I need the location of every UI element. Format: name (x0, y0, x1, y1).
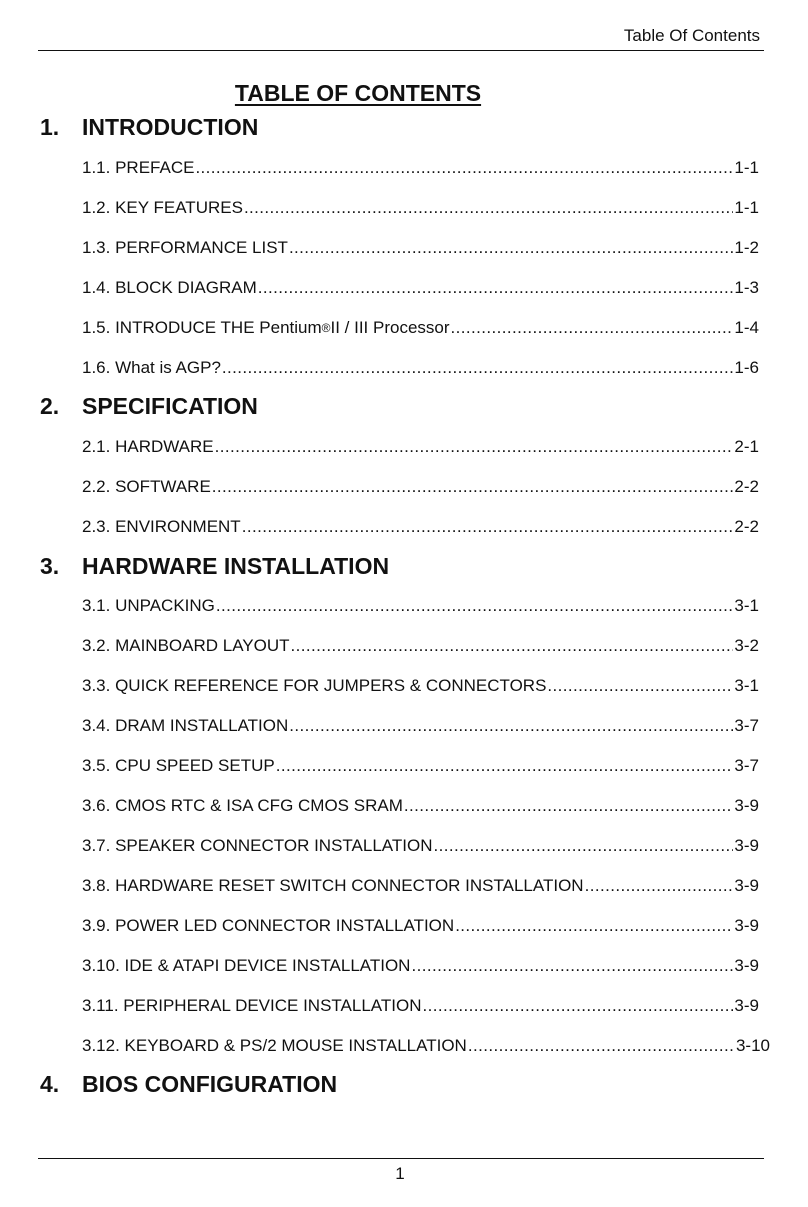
entry-page: 3-7 (734, 716, 759, 735)
toc-entry[interactable] (82, 836, 759, 858)
entry-page: 3-9 (734, 996, 759, 1015)
entry-label: 3.1. UNPACKING (82, 596, 215, 615)
section-heading: 2. SPECIFICATION (40, 393, 258, 419)
toc-entry[interactable] (82, 238, 759, 260)
dot-leader (451, 318, 734, 338)
dot-leader (291, 636, 734, 656)
entry-page: 1-3 (734, 278, 759, 297)
entry-page: 2-1 (734, 437, 759, 456)
entry-label: 1.4. BLOCK DIAGRAM (82, 278, 257, 297)
entry-label: 3.5. CPU SPEED SETUP (82, 756, 275, 775)
entry-label: 2.1. HARDWARE (82, 437, 214, 456)
entry-label: 3.7. SPEAKER CONNECTOR INSTALLATION (82, 836, 433, 855)
dot-leader (244, 198, 733, 218)
page-number: 1 (395, 1164, 405, 1183)
section-title: INTRODUCTION (82, 114, 259, 140)
entry-page: 3-10 (735, 1036, 770, 1055)
toc-entry[interactable] (82, 956, 759, 978)
toc-entry[interactable] (82, 358, 759, 380)
entry-page: 1-2 (734, 238, 759, 257)
entry-page: 3-2 (734, 636, 759, 655)
toc-entry[interactable] (82, 596, 759, 618)
entry-page: 3-9 (734, 836, 759, 855)
entry-label: 2.3. ENVIRONMENT (82, 517, 241, 536)
dot-leader (258, 278, 734, 298)
entry-label: 1.5. INTRODUCE THE Pentium (82, 318, 322, 337)
entry-label: 3.11. PERIPHERAL DEVICE INSTALLATION (82, 996, 422, 1015)
toc-entry[interactable] (82, 437, 759, 459)
dot-leader (404, 796, 734, 816)
dot-leader (242, 517, 734, 537)
toc-entry[interactable] (82, 796, 759, 818)
entry-label-suffix: ? (211, 358, 221, 377)
section-heading: 3. HARDWARE INSTALLATION (40, 553, 390, 579)
entry-label: 3.9. POWER LED CONNECTOR INSTALLATION (82, 916, 455, 935)
entry-label: 1.3. PERFORMANCE LIST (82, 238, 288, 257)
toc-entry[interactable] (82, 636, 759, 658)
dot-leader (585, 876, 734, 896)
dot-leader (289, 716, 733, 736)
entry-label: 1.6. What is AGP (82, 358, 212, 377)
header-rule (38, 50, 764, 51)
section-heading: 4. BIOS CONFIGURATION (40, 1071, 338, 1097)
entry-page: 3-9 (734, 796, 759, 815)
running-header-title: Table Of Contents (623, 26, 760, 45)
dot-leader (289, 238, 733, 258)
dot-leader (433, 836, 733, 856)
entry-page: 3-7 (734, 756, 759, 775)
toc-entry[interactable] (82, 477, 759, 499)
entry-label-suffix: II / III Processor (330, 318, 450, 337)
toc-entry[interactable] (82, 676, 759, 698)
dot-leader (547, 676, 733, 696)
entry-page: 3-1 (734, 676, 759, 695)
dot-leader (216, 596, 734, 616)
dot-leader (195, 158, 733, 178)
page-title: TABLE OF CONTENTS (234, 80, 482, 106)
entry-page: 3-1 (734, 596, 759, 615)
entry-page: 1-1 (734, 158, 759, 177)
dot-leader (455, 916, 733, 936)
dot-leader (468, 1036, 735, 1056)
toc-entry[interactable] (82, 996, 759, 1018)
toc-entry[interactable] (82, 716, 759, 738)
entry-page: 3-9 (734, 876, 759, 895)
toc-entry[interactable] (82, 756, 759, 778)
entry-label: 3.2. MAINBOARD LAYOUT (82, 636, 290, 655)
entry-page: 1-6 (734, 358, 759, 377)
dot-leader (422, 996, 733, 1016)
entry-label: 3.12. KEYBOARD & PS/2 MOUSE INSTALLATION (82, 1036, 467, 1055)
section-heading: 1. INTRODUCTION (40, 114, 259, 140)
dot-leader (222, 358, 734, 378)
toc-entry[interactable] (82, 916, 759, 938)
entry-page: 2-2 (734, 517, 759, 536)
footer-rule (38, 1158, 764, 1159)
entry-page: 1-4 (734, 318, 759, 337)
entry-label: 1.1. PREFACE (82, 158, 195, 177)
toc-entry[interactable] (82, 158, 759, 180)
toc-entry[interactable] (82, 517, 759, 539)
section-title: HARDWARE INSTALLATION (82, 553, 390, 579)
toc-entry[interactable] (82, 198, 759, 220)
section-title: SPECIFICATION (82, 393, 258, 419)
dot-leader (215, 437, 734, 457)
toc-entry[interactable]: 1.5. INTRODUCE THE Pentium ® II / III Processor ..... 1-4 (82, 318, 759, 340)
entry-page: 3-9 (734, 956, 759, 975)
entry-label: 1.2. KEY FEATURES (82, 198, 243, 217)
entry-label: 3.10. IDE & ATAPI DEVICE INSTALLATION (82, 956, 411, 975)
entry-label: 3.6. CMOS RTC & ISA CFG CMOS SRAM (82, 796, 403, 815)
entry-label: 3.3. QUICK REFERENCE FOR JUMPERS & CONNECTORS (82, 676, 547, 695)
toc-entry[interactable] (82, 1036, 770, 1058)
dot-leader (212, 477, 734, 497)
entry-page: 1-1 (734, 198, 759, 217)
toc-entry[interactable] (82, 278, 759, 300)
dot-leader (411, 956, 733, 976)
entry-page: 2-2 (734, 477, 759, 496)
entry-label: 3.8. HARDWARE RESET SWITCH CONNECTOR INSTALLATION (82, 876, 584, 895)
dot-leader (276, 756, 734, 776)
toc-entry[interactable] (82, 876, 759, 898)
entry-label: 3.4. DRAM INSTALLATION (82, 716, 289, 735)
entry-label: 2.2. SOFTWARE (82, 477, 211, 496)
section-title: BIOS CONFIGURATION (82, 1071, 338, 1097)
entry-page: 3-9 (734, 916, 759, 935)
